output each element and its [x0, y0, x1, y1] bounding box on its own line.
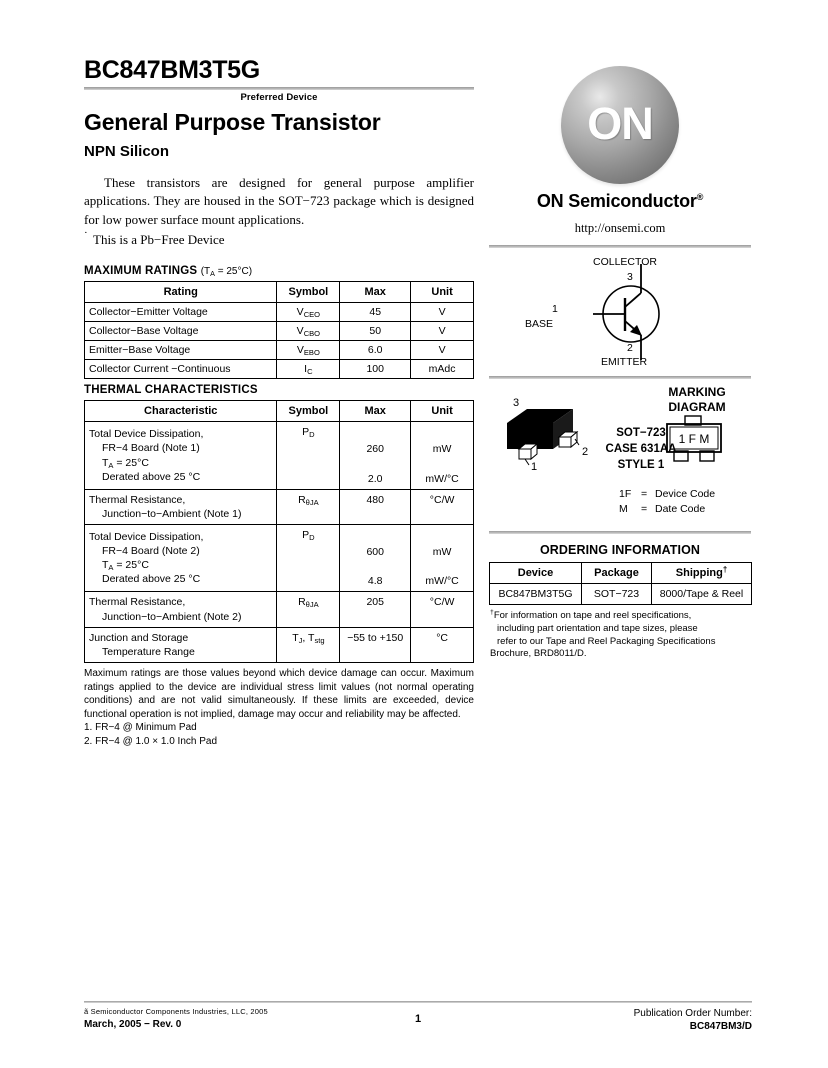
char-line-4: Derated above 25 °C — [102, 470, 201, 483]
legend-equals-1: = — [641, 488, 648, 500]
char-line-1: Junction and Storage — [89, 631, 189, 644]
col-characteristic: Characteristic — [85, 401, 277, 422]
legend-code-2: M — [619, 503, 628, 516]
thermal-unit: °C/W — [411, 592, 474, 627]
rating-symbol — [277, 303, 340, 322]
package-pin-2-label: 2 — [582, 446, 589, 458]
rating-max: 45 — [340, 303, 411, 322]
max-ratings-heading-text: MAXIMUM RATINGS — [84, 265, 198, 278]
right-column — [489, 58, 751, 661]
rating-name: Emitter−Base Voltage — [85, 341, 277, 360]
logo-text: ON — [587, 97, 653, 149]
footer-divider — [84, 1001, 752, 1003]
symbol-base: V — [296, 306, 304, 319]
table-row — [85, 341, 474, 360]
ordering-information-table — [489, 562, 752, 605]
title-divider — [84, 87, 474, 90]
char-line-4: Derated above 25 °C — [102, 573, 201, 586]
char-line-3-rest: = 25°C — [113, 456, 149, 469]
transistor-schematic — [489, 248, 751, 376]
char-line-3 — [89, 456, 272, 470]
max-value-2: 4.8 — [367, 575, 383, 588]
ordering-information-heading: ORDERING INFORMATION — [539, 543, 701, 557]
marking-diagram-block — [489, 379, 751, 531]
ratings-footnote: Maximum ratings are those values beyond which device damage can occur. Maximum ratings applied to the device are individual stress limit values (not normal operating conditions) and are not valid simultaneously. If these limits are exceeded, device functional operation is not implied, damage may occur and reliability may be affected. — [84, 668, 474, 720]
symbol-base: P — [302, 426, 310, 439]
base-pin-number: 1 — [552, 303, 558, 315]
rating-name: Collector−Emitter Voltage — [85, 303, 277, 322]
char-line-2: Junction−to−Ambient (Note 1) — [102, 507, 242, 520]
rating-symbol — [277, 322, 340, 341]
symbol-sub: θJA — [305, 497, 319, 507]
rating-unit: V — [411, 322, 474, 341]
symbol-sub: CEO — [303, 310, 321, 320]
ordering-note-line-3: refer to our Tape and Reel Packaging Specifications — [497, 635, 716, 647]
legend-value-2: Date Code — [655, 503, 706, 516]
col-symbol: Symbol — [277, 401, 340, 422]
char-line-3-rest: = 25°C — [113, 559, 149, 572]
registered-mark: ® — [696, 192, 704, 202]
symbol-sub: D — [309, 533, 315, 543]
thermal-symbol — [277, 422, 340, 489]
symbol-base: P — [302, 529, 310, 542]
symbol-base: V — [296, 325, 304, 338]
table-header-row — [490, 563, 752, 584]
symbol-base: T — [292, 631, 299, 644]
symbol-sub: EBO — [303, 348, 320, 358]
thermal-symbol — [277, 627, 340, 662]
thermal-characteristic — [85, 525, 277, 592]
table-row — [85, 525, 474, 592]
char-line-2: FR−4 Board (Note 2) — [102, 545, 200, 558]
copyright-notice: ã Semiconductor Components Industries, LLC, 2005 — [84, 1007, 268, 1016]
on-semiconductor-logo-icon — [561, 66, 679, 184]
symbol-sub: C — [307, 367, 313, 377]
char-line-3-base: T — [102, 456, 109, 469]
rating-name: Collector−Base Voltage — [85, 322, 277, 341]
collector-label: COLLECTOR — [593, 256, 657, 268]
col-shipping-text: Shipping — [675, 567, 723, 579]
document-title: General Purpose Transistor — [84, 109, 381, 135]
rating-unit: V — [411, 341, 474, 360]
thermal-max: 480 — [340, 489, 411, 524]
ordering-footnote-marker: † — [490, 609, 494, 616]
symbol-sub: J — [298, 635, 303, 645]
char-line-1: Thermal Resistance, — [89, 596, 186, 609]
order-package: SOT−723 — [582, 584, 652, 605]
marking-code-legend — [619, 487, 715, 517]
marking-package-icon — [663, 415, 727, 469]
table-row — [85, 627, 474, 662]
intro-paragraph: These transistors are designed for general purpose amplifier applications. They are housed in the SOT−723 package which is designed for low power surface mount applications. — [84, 175, 474, 227]
case-line-2: CASE 631AA — [605, 442, 677, 455]
max-ratings-condition: $(T_A = 25^\circ C)$ — [200, 266, 253, 279]
sot723-package-drawing — [497, 397, 593, 477]
thermal-characteristic — [85, 627, 277, 662]
table-row — [85, 303, 474, 322]
brand-block — [489, 58, 751, 236]
package-pin-3-label: 3 — [513, 397, 520, 409]
left-column — [84, 58, 474, 749]
rating-unit: V — [411, 303, 474, 322]
marking-topview — [663, 415, 727, 469]
col-unit: Unit — [411, 282, 474, 303]
page-title: BC847BM3T5G — [84, 56, 260, 84]
thermal-unit: °C — [411, 627, 474, 662]
char-line-2: FR−4 Board (Note 1) — [102, 442, 200, 455]
char-line-2: Junction−to−Ambient (Note 2) — [102, 610, 242, 623]
col-rating: Rating — [85, 282, 277, 303]
emitter-label: EMITTER — [601, 356, 648, 368]
pb-free-text: This is a Pb−Free Device — [93, 232, 225, 248]
symbol-sub-2: stg — [314, 635, 325, 645]
company-name — [489, 191, 751, 212]
footer-row — [84, 1007, 752, 1041]
thermal-max: −55 to +150 — [340, 627, 411, 662]
rating-name: Collector Current −Continuous — [85, 360, 277, 379]
thermal-characteristic — [85, 422, 277, 489]
case-line-3: STYLE 1 — [617, 458, 665, 471]
page-footer — [84, 1001, 752, 1041]
order-device: BC847BM3T5G — [490, 584, 582, 605]
document-subtitle: NPN Silicon — [84, 143, 170, 160]
table-row — [85, 360, 474, 379]
unit-value-2: mW/°C — [425, 472, 459, 485]
divider-3 — [489, 531, 751, 534]
table-header-row — [85, 401, 474, 422]
symbol-sub: CBO — [303, 329, 321, 339]
company-name-text: ON Semiconductor — [536, 191, 697, 211]
thermal-unit — [411, 422, 474, 489]
svg-text:1 F M: 1 F M — [678, 432, 710, 446]
npn-transistor-symbol-icon — [489, 248, 751, 376]
thermal-symbol — [277, 525, 340, 592]
table-row — [85, 422, 474, 489]
revision-info: March, 2005 − Rev. 0 — [84, 1019, 182, 1030]
thermal-max — [340, 422, 411, 489]
rating-max: 50 — [340, 322, 411, 341]
max-ratings-table — [84, 281, 474, 379]
emitter-pin-number: 2 — [627, 342, 633, 354]
thermal-unit — [411, 525, 474, 592]
symbol-base: I — [304, 363, 308, 376]
preferred-device-label: Preferred Device — [240, 92, 318, 103]
max-value-2: 2.0 — [367, 472, 383, 485]
rating-max: 6.0 — [340, 341, 411, 360]
unit-value-2: mW/°C — [425, 575, 459, 588]
char-line-3-base: T — [102, 559, 109, 572]
col-shipping — [652, 563, 752, 584]
col-symbol: Symbol — [277, 282, 340, 303]
char-line-2: Temperature Range — [102, 645, 195, 658]
ordering-note-line-2: including part orientation and tape sizes, please — [497, 622, 698, 634]
order-shipping: 8000/Tape & Reel — [652, 584, 752, 605]
char-line-3 — [89, 558, 272, 572]
col-max: Max — [340, 401, 411, 422]
thermal-max — [340, 525, 411, 592]
thermal-characteristic — [85, 592, 277, 627]
publication-order-label: Publication Order Number: — [633, 1008, 752, 1019]
thermal-unit: °C/W — [411, 489, 474, 524]
table-row — [85, 592, 474, 627]
ordering-footnote — [489, 610, 751, 661]
pb-free-bullet — [84, 227, 474, 248]
legend-code-1: 1F — [619, 488, 632, 500]
publication-order-number: BC847BM3/D — [689, 1021, 752, 1032]
package-pin-1-label: 1 — [531, 461, 538, 473]
col-max: Max — [340, 282, 411, 303]
col-unit: Unit — [411, 401, 474, 422]
collector-pin-number: 3 — [627, 271, 633, 283]
note-2: 2. FR−4 @ 1.0 × 1.0 Inch Pad — [84, 736, 218, 748]
marking-heading-line-2: DIAGRAM — [668, 399, 726, 414]
package-3d-icon — [497, 401, 593, 477]
symbol-base: R — [298, 493, 306, 506]
symbol-sub: D — [309, 430, 315, 440]
bullet-dot-icon: · — [84, 227, 88, 240]
col-package: Package — [582, 563, 652, 584]
table-row — [85, 489, 474, 524]
rating-symbol — [277, 360, 340, 379]
table-header-row — [85, 282, 474, 303]
legend-value-1: Device Code — [655, 488, 716, 500]
ordering-note-line-1: For information on tape and reel specifications, — [493, 610, 692, 621]
note-1: 1. FR−4 @ Minimum Pad — [84, 722, 197, 734]
marking-diagram-heading — [649, 385, 745, 414]
base-label: BASE — [525, 318, 554, 330]
rating-max: 100 — [340, 360, 411, 379]
marking-heading-line-1: MARKING — [668, 385, 726, 399]
unit-value-1: mW — [432, 443, 452, 456]
char-line-3-sub: A — [108, 460, 114, 470]
shipping-footnote-marker: † — [722, 565, 728, 574]
symbol-sub: θJA — [305, 600, 319, 610]
char-line-1: Thermal Resistance, — [89, 493, 186, 506]
char-line-1: Total Device Dissipation, — [89, 530, 204, 543]
thermal-symbol — [277, 592, 340, 627]
max-value-1: 600 — [366, 546, 384, 559]
unit-value-1: mW — [432, 546, 452, 559]
symbol-base: R — [298, 596, 306, 609]
max-ratings-heading — [84, 265, 474, 277]
table-row — [490, 584, 752, 605]
thermal-max: 205 — [340, 592, 411, 627]
max-value-1: 260 — [366, 443, 384, 456]
rating-unit: mAdc — [411, 360, 474, 379]
col-device: Device — [490, 563, 582, 584]
case-line-1: SOT−723 — [616, 427, 666, 439]
rating-symbol — [277, 341, 340, 360]
symbol-base-2: , T — [302, 631, 315, 644]
char-line-1: Total Device Dissipation, — [89, 428, 204, 441]
thermal-heading: THERMAL CHARACTERISTICS — [84, 384, 258, 397]
page-number: 1 — [414, 1013, 422, 1025]
thermal-characteristics-table — [84, 400, 474, 663]
company-url[interactable]: http://onsemi.com — [574, 221, 666, 235]
legend-equals-2: = — [641, 503, 648, 516]
char-line-3-sub: A — [108, 563, 114, 573]
symbol-base: V — [296, 344, 304, 357]
ordering-note-line-4: Brochure, BRD8011/D. — [490, 648, 587, 660]
table-row — [85, 322, 474, 341]
thermal-characteristic — [85, 489, 277, 524]
thermal-symbol — [277, 489, 340, 524]
